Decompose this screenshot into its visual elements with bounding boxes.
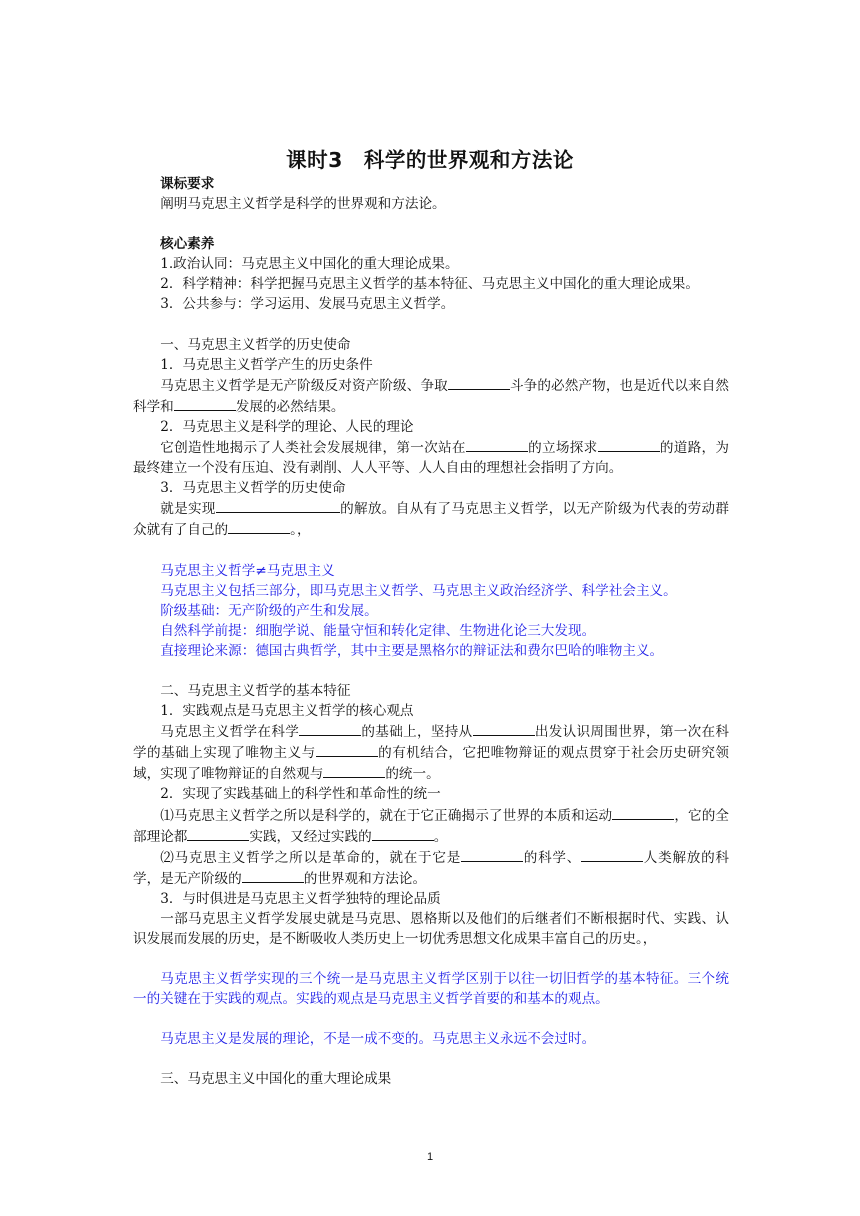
curriculum-text: 阐明马克思主义哲学是科学的世界观和方法论。 bbox=[160, 196, 446, 213]
part2-s3-text: 一部马克思主义哲学发展史就是马克思、恩格斯以及他们的后继者们不断根据时代、实践、认识发展而发展的历史，是不断吸收人类历史上一切优秀思想文化成果丰富自己的历史。， bbox=[133, 911, 729, 948]
part1-s2-text: 它创造性地揭示了人类社会发展规律，第一次站在 的立场探求 的道路，为最终建立一个没有压迫、没有剥削、人人平等、人人自由的理想社会指明了方向。 bbox=[133, 437, 729, 478]
part2-s1-text: 马克思主义哲学在科学 的基础上，坚持从 出发认识周围世界，第一次在科学的基础上实现了唯物主义与 的有机结合，它把唯物辩证的观点贯穿于社会历史研究领域，实现了唯物辩证的自然观与 的统一。 bbox=[133, 721, 729, 784]
note-box-3: 马克思主义是发展的理论，不是一成不变的。马克思主义永远不会过时。 bbox=[160, 1031, 596, 1048]
note1-line-1: 马克思主义哲学≠马克思主义 bbox=[160, 562, 335, 579]
fill-blank bbox=[461, 847, 523, 862]
fill-blank bbox=[581, 847, 643, 862]
fill-blank bbox=[174, 396, 236, 411]
note-box-2: 马克思主义哲学实现的三个统一是马克思主义哲学区别于以往一切旧哲学的基本特征。三个统一的关键在于实践的观点。实践的观点是马克思主义哲学首要的和基本的观点。 bbox=[133, 971, 729, 1008]
part3-heading: 三、马克思主义中国化的重大理论成果 bbox=[160, 1071, 392, 1088]
part2-heading: 二、马克思主义哲学的基本特征 bbox=[160, 682, 351, 699]
fill-blank bbox=[316, 742, 378, 757]
fill-blank bbox=[473, 721, 535, 736]
part1-s1-title: 1．马克思主义哲学产生的历史条件 bbox=[160, 356, 373, 373]
part1-s1-text: 马克思主义哲学是无产阶级反对资产阶级、争取 斗争的必然产物，也是近代以来自然科学和 发展的必然结果。 bbox=[133, 375, 729, 417]
part1-heading: 一、马克思主义哲学的历史使命 bbox=[160, 336, 351, 353]
note1-line-5: 直接理论来源：德国古典哲学，其中主要是黑格尔的辩证法和费尔巴哈的唯物主义。 bbox=[160, 642, 664, 659]
note1-line-4: 自然科学前提：细胞学说、能量守恒和转化定律、生物进化论三大发现。 bbox=[160, 622, 596, 639]
core-item-3: 3．公共参与：学习运用、发展马克思主义哲学。 bbox=[160, 296, 455, 313]
page-title: 课时3 科学的世界观和方法论 bbox=[286, 148, 574, 172]
part2-p1-text: ⑴马克思主义哲学之所以是科学的，就在于它正确揭示了世界的本质和运动 ，它的全部理论都 实践，又经过实践的 。 bbox=[133, 805, 729, 847]
core-item-1: 1.政治认同：马克思主义中国化的重大理论成果。 bbox=[160, 256, 459, 273]
part1-s3-title: 3．马克思主义哲学的历史使命 bbox=[160, 480, 346, 497]
fill-blank bbox=[323, 763, 385, 778]
core-item-2: 2．科学精神：科学把握马克思主义哲学的基本特征、马克思主义中国化的重大理论成果。 bbox=[160, 276, 699, 293]
fill-blank bbox=[228, 519, 290, 534]
part2-s1-title: 1．实践观点是马克思主义哲学的核心观点 bbox=[160, 703, 414, 720]
fill-blank bbox=[448, 375, 510, 390]
part1-s3-text: 就是实现 的解放。自从有了马克思主义哲学，以无产阶级为代表的劳动群众就有了自己的 。， bbox=[133, 498, 729, 540]
note-box-1 bbox=[133, 561, 729, 661]
document-body bbox=[133, 174, 729, 1090]
fill-blank bbox=[612, 805, 674, 820]
fill-blank bbox=[242, 868, 304, 883]
part2-s3-title: 3．与时俱进是马克思主义哲学独特的理论品质 bbox=[160, 890, 441, 907]
curriculum-heading: 课标要求 bbox=[160, 176, 215, 192]
fill-blank bbox=[372, 826, 434, 841]
page-number: 1 bbox=[426, 1151, 434, 1163]
note1-line-3: 阶级基础：无产阶级的产生和发展。 bbox=[160, 602, 378, 619]
fill-blank bbox=[598, 437, 660, 452]
fill-blank bbox=[187, 826, 249, 841]
fill-blank bbox=[466, 437, 528, 452]
fill-blank bbox=[299, 721, 361, 736]
fill-blank bbox=[216, 498, 340, 513]
note1-line-2: 马克思主义包括三部分，即马克思主义哲学、马克思主义政治经济学、科学社会主义。 bbox=[160, 582, 677, 599]
part2-s2-title: 2．实现了实践基础上的科学性和革命性的统一 bbox=[160, 786, 441, 803]
part1-s2-title: 2．马克思主义是科学的理论、人民的理论 bbox=[160, 418, 414, 435]
core-heading: 核心素养 bbox=[160, 236, 215, 253]
part2-p2-text: ⑵马克思主义哲学之所以是革命的，就在于它是 的科学、 人类解放的科学，是无产阶级的 的世界观和方法论。 bbox=[133, 847, 729, 889]
